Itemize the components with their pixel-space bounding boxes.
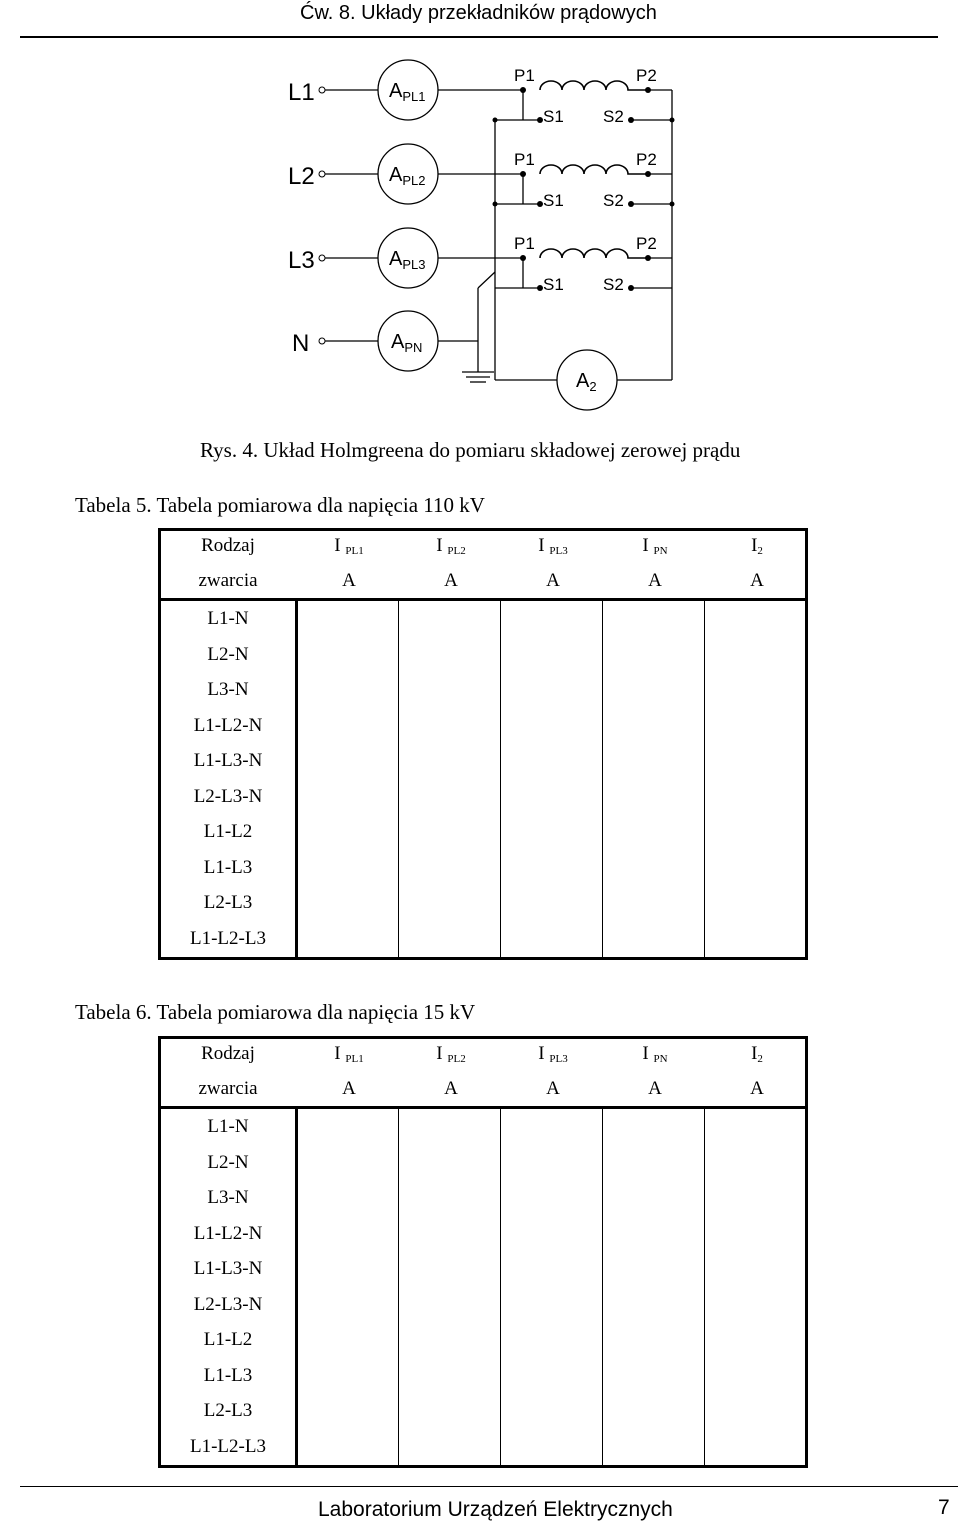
header-ipn: I $_{PN}$ <box>642 1043 668 1065</box>
header-i2: $I_2$ <box>751 1043 763 1065</box>
line-label-n: N <box>292 330 310 357</box>
line-label-l3: L3 <box>288 247 315 274</box>
header-ipl3: I $_{PL3}$ <box>538 1043 568 1065</box>
unit-ipn: A <box>648 570 662 591</box>
unit-ipl3: A <box>546 1078 560 1099</box>
table-row-label: L2-L3 <box>203 892 253 913</box>
table-row-label: L1-L2 <box>203 821 253 842</box>
table-border <box>158 528 808 960</box>
header-divider <box>20 36 938 38</box>
ct1-p2-label: P2 <box>636 66 657 85</box>
ct2-s2-label: S2 <box>603 191 624 210</box>
ammeter-pl1-label: $A_{PL1}$ <box>389 80 426 104</box>
table-row-label: L1-N <box>207 608 249 629</box>
table-row-label: L2-N <box>207 1151 249 1173</box>
ct1-s1-label: S1 <box>543 107 564 126</box>
header-ipl1: I $_{PL1}$ <box>334 1043 364 1065</box>
header-type-2: zwarcia <box>198 1078 258 1099</box>
ammeter-pl2-label: $A_{PL2}$ <box>389 164 426 188</box>
header-i2: $I_2$ <box>751 535 763 557</box>
unit-ipl1: A <box>342 1078 356 1099</box>
figure-caption: Rys. 4. Układ Holmgreena do pomiaru składowej zerowej prądu <box>200 438 741 462</box>
table-row-label: L1-L3-N <box>193 1258 263 1279</box>
table-row-label: L1-L2 <box>203 1329 253 1350</box>
table-row-label: L2-L3-N <box>193 785 263 807</box>
measurement-table-15kv <box>158 1036 808 1468</box>
footer-lab-name: Laboratorium Urządzeń Elektrycznych <box>318 1498 673 1521</box>
page-header-title: Ćw. 8. Układy przekładników prądowych <box>300 2 657 24</box>
table-row-label: L1-L2-N <box>193 714 263 736</box>
header-type: Rodzaj <box>201 1043 255 1064</box>
table-row-label: L1-L3 <box>203 856 253 878</box>
header-ipn: I $_{PN}$ <box>642 535 668 557</box>
header-ipl3: I $_{PL3}$ <box>538 535 568 557</box>
table-row-label: L1-N <box>207 1116 249 1137</box>
unit-ipl2: A <box>444 1078 458 1099</box>
ammeter-residual-label: $A_2$ <box>576 370 597 394</box>
header-ipl1: I $_{PL1}$ <box>334 535 364 557</box>
ammeter-pn-label: $A_{PN}$ <box>391 331 423 355</box>
header-type: Rodzaj <box>201 535 255 556</box>
table-row-label: L3-N <box>207 679 249 700</box>
table-row-label: L1-L2-N <box>193 1222 263 1244</box>
ct1-p1-label: P1 <box>514 66 535 85</box>
table-row-label: L1-L2-L3 <box>190 927 266 949</box>
unit-ipl2: A <box>444 570 458 591</box>
measurement-table-110kv <box>158 528 808 960</box>
header-ipl2: I $_{PL2}$ <box>436 1043 466 1065</box>
header-ipl2: I $_{PL2}$ <box>436 535 466 557</box>
table-row-label: L1-L3-N <box>193 750 263 771</box>
page-number: 7 <box>938 1496 950 1519</box>
table-row-label: L2-L3 <box>203 1400 253 1421</box>
line-label-l2: L2 <box>288 163 315 190</box>
ct3-s2-label: S2 <box>603 275 624 294</box>
header-type-2: zwarcia <box>198 570 258 591</box>
ammeter-pl3-label: $A_{PL3}$ <box>389 248 426 272</box>
ct2-s1-label: S1 <box>543 191 564 210</box>
unit-i2: A <box>750 570 764 591</box>
holmgreen-circuit-diagram <box>0 40 960 420</box>
table-row-label: L1-L2-L3 <box>190 1435 266 1457</box>
unit-ipn: A <box>648 1078 662 1099</box>
ct2-p2-label: P2 <box>636 150 657 169</box>
table-row-label: L1-L3 <box>203 1364 253 1386</box>
unit-i2: A <box>750 1078 764 1099</box>
ct3-p2-label: P2 <box>636 234 657 253</box>
ct2-p1-label: P1 <box>514 150 535 169</box>
unit-ipl3: A <box>546 570 560 591</box>
ct1-s2-label: S2 <box>603 107 624 126</box>
table-row-label: L3-N <box>207 1187 249 1208</box>
table-border <box>158 1036 808 1468</box>
table6-caption: Tabela 6. Tabela pomiarowa dla napięcia 15 kV <box>75 1000 476 1024</box>
table-row-label: L2-L3-N <box>193 1293 263 1315</box>
footer-divider <box>20 1486 958 1487</box>
ct3-s1-label: S1 <box>543 275 564 294</box>
ct3-p1-label: P1 <box>514 234 535 253</box>
table5-caption: Tabela 5. Tabela pomiarowa dla napięcia 110 kV <box>75 493 485 517</box>
table-row-label: L2-N <box>207 643 249 665</box>
line-label-l1: L1 <box>288 79 315 106</box>
unit-ipl1: A <box>342 570 356 591</box>
